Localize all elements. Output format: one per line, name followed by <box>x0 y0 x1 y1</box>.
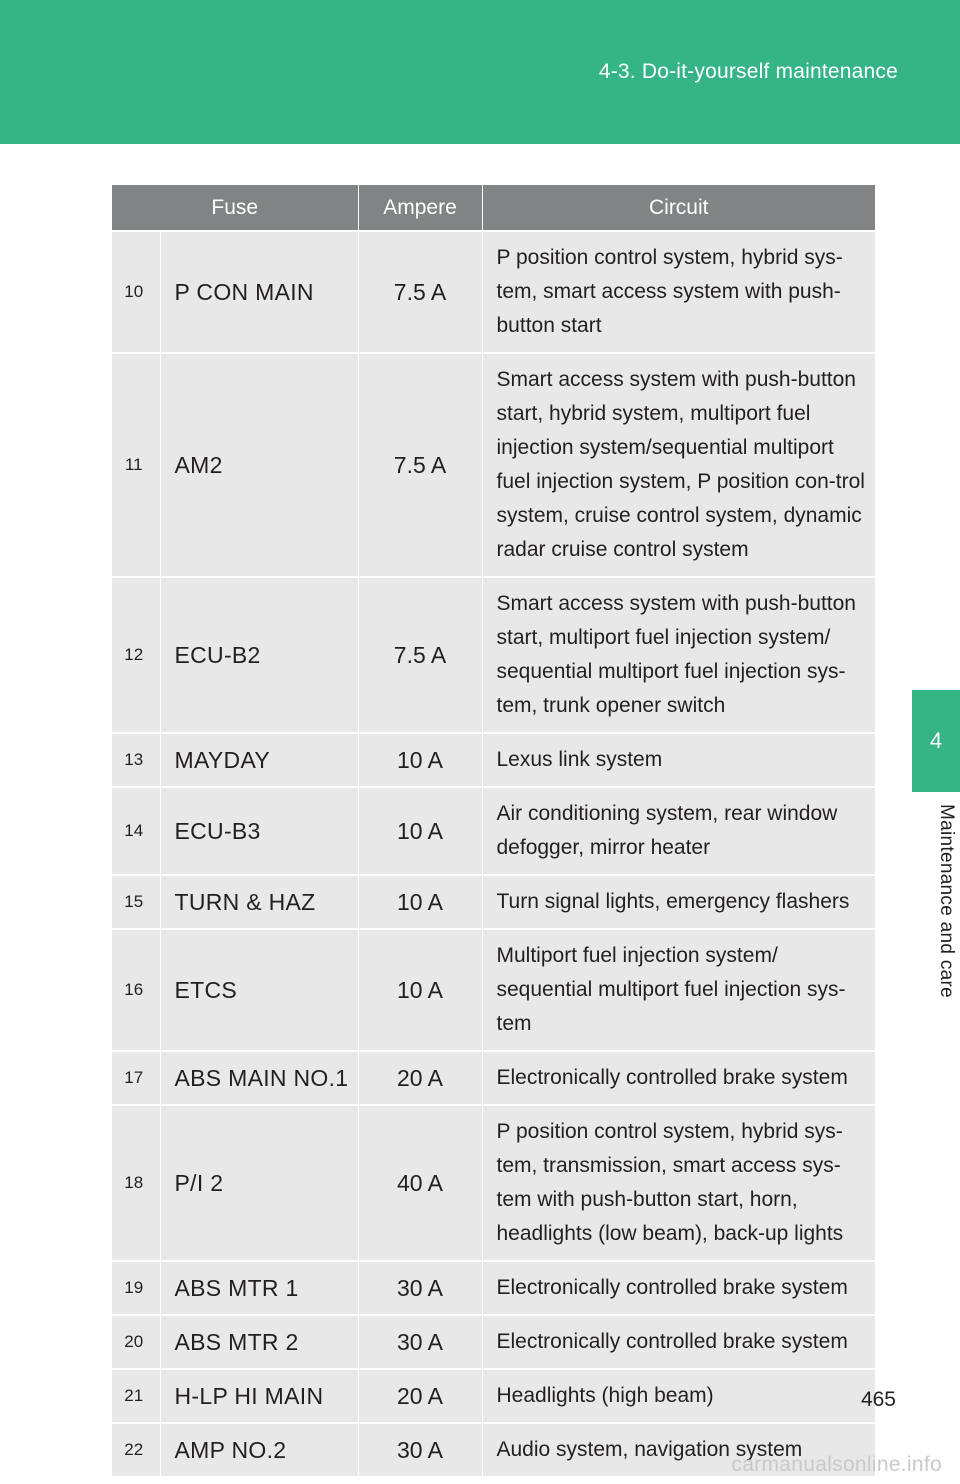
fuse-number: 22 <box>112 1423 160 1476</box>
fuse-ampere: 30 A <box>358 1261 482 1315</box>
fuse-name: ECU-B2 <box>160 577 358 733</box>
fuse-circuit: Smart access system with push-button start, multiport fuel injection system/ sequential multiport fuel injection sys-tem, trunk opener switch <box>482 577 875 733</box>
fuse-number: 18 <box>112 1105 160 1261</box>
fuse-number: 19 <box>112 1261 160 1315</box>
table-row <box>112 787 875 875</box>
chapter-number: 4 <box>929 728 943 753</box>
fuse-circuit: P position control system, hybrid sys-tem, transmission, smart access sys-tem with push-button start, horn, headlights (low beam), back-up lights <box>482 1105 875 1261</box>
fuse-name: TURN & HAZ <box>160 875 358 929</box>
table-row <box>112 733 875 787</box>
table-row <box>112 875 875 929</box>
fuse-circuit: Electronically controlled brake system <box>482 1315 875 1369</box>
fuse-name: ABS MTR 1 <box>160 1261 358 1315</box>
fuse-ampere: 7.5 A <box>358 577 482 733</box>
fuse-ampere: 7.5 A <box>358 353 482 577</box>
fuse-ampere: 20 A <box>358 1051 482 1105</box>
fuse-ampere: 10 A <box>358 787 482 875</box>
fuse-name: H-LP HI MAIN <box>160 1369 358 1423</box>
chapter-label: Maintenance and care <box>936 804 957 999</box>
fuse-name: P/I 2 <box>160 1105 358 1261</box>
section-title: 4-3. Do-it-yourself maintenance <box>598 60 898 83</box>
chapter-tab <box>912 690 960 792</box>
fuse-name: ABS MAIN NO.1 <box>160 1051 358 1105</box>
fuse-name: ETCS <box>160 929 358 1051</box>
fuse-number: 14 <box>112 787 160 875</box>
fuse-ampere: 10 A <box>358 929 482 1051</box>
fuse-circuit: Electronically controlled brake system <box>482 1261 875 1315</box>
fuse-name: MAYDAY <box>160 733 358 787</box>
fuse-number: 21 <box>112 1369 160 1423</box>
table-row <box>112 353 875 577</box>
fuse-number: 10 <box>112 231 160 353</box>
table-row <box>112 231 875 353</box>
fuse-name: ABS MTR 2 <box>160 1315 358 1369</box>
fuse-name: AM2 <box>160 353 358 577</box>
fuse-name: ECU-B3 <box>160 787 358 875</box>
fuse-circuit: Headlights (high beam) <box>482 1369 875 1423</box>
watermark: carmanualsonline.info <box>731 1453 942 1476</box>
fuse-circuit: Electronically controlled brake system <box>482 1051 875 1105</box>
fuse-circuit: Lexus link system <box>482 733 875 787</box>
header-ampere: Ampere <box>358 185 482 231</box>
table-row <box>112 1051 875 1105</box>
table-row <box>112 1105 875 1261</box>
header-fuse: Fuse <box>112 185 358 231</box>
fuse-circuit: Turn signal lights, emergency flashers <box>482 875 875 929</box>
fuse-number: 12 <box>112 577 160 733</box>
fuse-name: AMP NO.2 <box>160 1423 358 1476</box>
fuse-circuit: Air conditioning system, rear window defogger, mirror heater <box>482 787 875 875</box>
table-row <box>112 1369 875 1423</box>
fuse-ampere: 30 A <box>358 1315 482 1369</box>
fuse-ampere: 40 A <box>358 1105 482 1261</box>
fuse-ampere: 10 A <box>358 733 482 787</box>
fuse-circuit: Multiport fuel injection system/ sequential multiport fuel injection sys-tem <box>482 929 875 1051</box>
fuse-circuit: Smart access system with push-button start, hybrid system, multiport fuel injection system/sequential multiport fuel injection system, P position con-trol system, cruise control system, dynamic radar cruise control system <box>482 353 875 577</box>
fuse-circuit: P position control system, hybrid sys-tem, smart access system with push-button start <box>482 231 875 353</box>
fuse-ampere: 20 A <box>358 1369 482 1423</box>
table-row <box>112 1261 875 1315</box>
page-number: 465 <box>860 1388 896 1411</box>
fuse-ampere: 30 A <box>358 1423 482 1476</box>
table-header-row <box>112 185 875 231</box>
table-row <box>112 929 875 1051</box>
fuse-number: 20 <box>112 1315 160 1369</box>
table-row <box>112 1315 875 1369</box>
fuse-circuit: Audio system, navigation system <box>482 1423 875 1476</box>
fuse-number: 11 <box>112 353 160 577</box>
table-row <box>112 577 875 733</box>
fuse-number: 17 <box>112 1051 160 1105</box>
fuse-number: 13 <box>112 733 160 787</box>
fuse-number: 16 <box>112 929 160 1051</box>
fuse-number: 15 <box>112 875 160 929</box>
fuse-ampere: 7.5 A <box>358 231 482 353</box>
fuse-name: P CON MAIN <box>160 231 358 353</box>
fuse-ampere: 10 A <box>358 875 482 929</box>
fuse-table <box>112 185 875 1476</box>
header-circuit: Circuit <box>482 185 875 231</box>
